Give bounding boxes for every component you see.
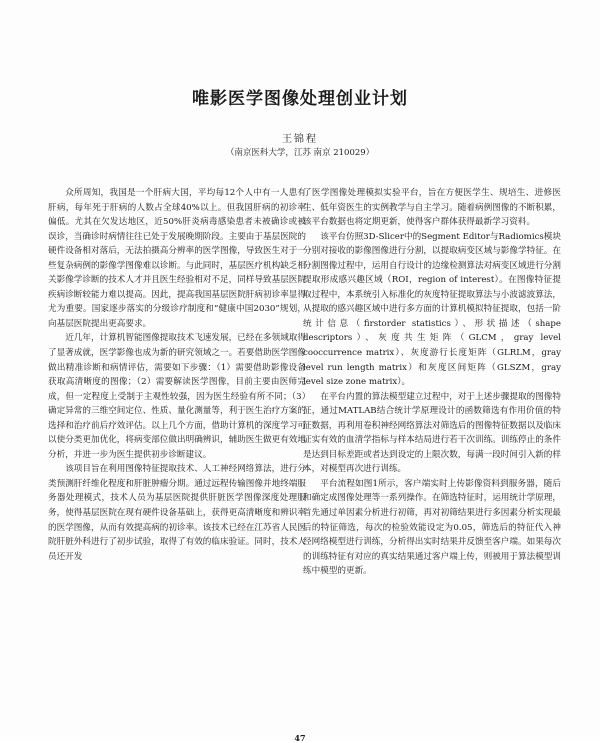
page-number: 47 xyxy=(294,733,306,743)
author-affiliation: （南京医科大学，江苏 南京 210029） xyxy=(225,148,375,158)
author-name: 王锦程 xyxy=(282,134,318,145)
paragraph: 近几年，计算机智能图像提取技术飞速发展，已经在多领域取得了显著成就，医学影像也成为新的研究领域之一。若要借助医学图像做出精准诊断和病情评估，需要如下步骤：（1）需要借助影像设备获取高清晰度的图像；（2）需要解读医学图像，目前主要由医师完成，但一定程度上受制于主观性较强，因为医生经验有所不同；（3）确定异常的三维空间定位、性质、量化测量等，利于医生治疗方案的选择和治疗前后疗效评估。以上几个方面，借助计算机的深度学习可以使分类更加优化，将病变部位做出明确辨识，辅助医生做更有效地分析，并进一步为医生提供初步诊断建议。 xyxy=(48,333,306,460)
paragraph: 众所周知，我国是一个肝病大国，平均每12个人中有一人患有肝病，每年死于肝病的人数占全球40%以上。但我国肝病的初诊率偏低。尤其在欠发达地区，近50%肝炎病毒感染患者未被确诊或被误诊，当确诊时病情往往已处于发展晚期阶段。主要由于基层医院的硬件设备相对落后，无法拍摄高分辨率的医学图像，导致医生对于一些复杂病例的影像学图像难以诊断。与此同时，基层医疗机构缺乏相关影像学诊断的技术人才并且医生经验相对不足，同样导致基层医院疾病诊断较能力难以提高。因此，提高我国基层医院肝病初诊率显得尤为重要。国家逐步落实的分级诊疗制度和“健康中国2030”规划，向基层医院提出更高要求。 xyxy=(48,188,306,329)
left-column xyxy=(48,186,306,564)
paragraph: 该平台仿照3D-Slicer中的Segment Editor与Radiomics模块分别对接收的影像图像进行分割，以提取病变区域与影像学特征。在分割图像过程中，运用自行设计的边缘检测算法对病变区域进行分割提取形成感兴趣区域（ROI，region of interest）。在图像特征提取过程中，本系统引入标准化的灰度特征提取算法与小波滤波算法，从提取的感兴趣区域中进行多方面的计算机模拟特征提取，包括一阶统计信息（firstorder statistics）、形状描述（shape descriptors）、灰度共生矩阵（GLCM，gray level cooccurrence matrix）、灰度游行长度矩阵（GLRLM，gray level run length matrix）和灰度区间矩阵（GLSZM，gray level size zone matrix）。 xyxy=(303,231,561,388)
article-title: 唯影医学图像处理创业计划 xyxy=(192,89,408,109)
paragraph: 平台流程如图1所示，客户端实时上传影像资料到服务器，随后和确定成图像处理等一系列操作。在筛选特征时，运用统计学原理，首先通过单因素分析进行初筛，再对初筛结果进行多因素分析实现最后的特征筛选，每次的检验效能设定为0.05，筛选后的特征代入神经网络模型进行训练，分析得出实时结果并反馈至客户端。如果每次的训练特征有对应的真实结果通过客户端上传，则被用于算法模型训练中模型的更新。 xyxy=(303,478,561,577)
paragraph: 在平台内置的算法模型建立过程中，对于上述步骤提取的图像特征，通过MATLAB结合统计学原理设计的函数筛选有作用价值的特征数据，再利用卷积神经网络算法对筛选后的图像特征数据以及临床证实有效的血清学指标与样本结局进行若干次训练。训练停止的条件是达到目标差距或者达到设定的上限次数，每满一段时间引入新的样本，对模型再次进行训练。 xyxy=(303,391,561,475)
paragraph: 该项目旨在利用图像特征提取技术、人工神经网络算法，进行分类预测肝纤维化程度和肝脏肿瘤分期。通过远程传输图像并地终端服务器处理模式，技术人员为基层医院提供肝脏医学图像深度处理服务，使得基层医院在现有硬件设备基础上，获得更高清晰度和辨识率的医学图像，从而有效提高病的初诊率。该技术已经在江苏省人民医院肝脏外科进行了初步试验，取得了有效的临床验证。同时，技术人员还开发 xyxy=(48,464,306,562)
paragraph: 了医学图像处理模拟实验平台，旨在方便医学生、规培生、进修医生、低年资医生的实例教学与自主学习。随着病例图像的不断积累，该平台数据也将定期更新，使得客户群体获得最新学习资料。 xyxy=(303,188,561,228)
right-column xyxy=(303,186,561,579)
